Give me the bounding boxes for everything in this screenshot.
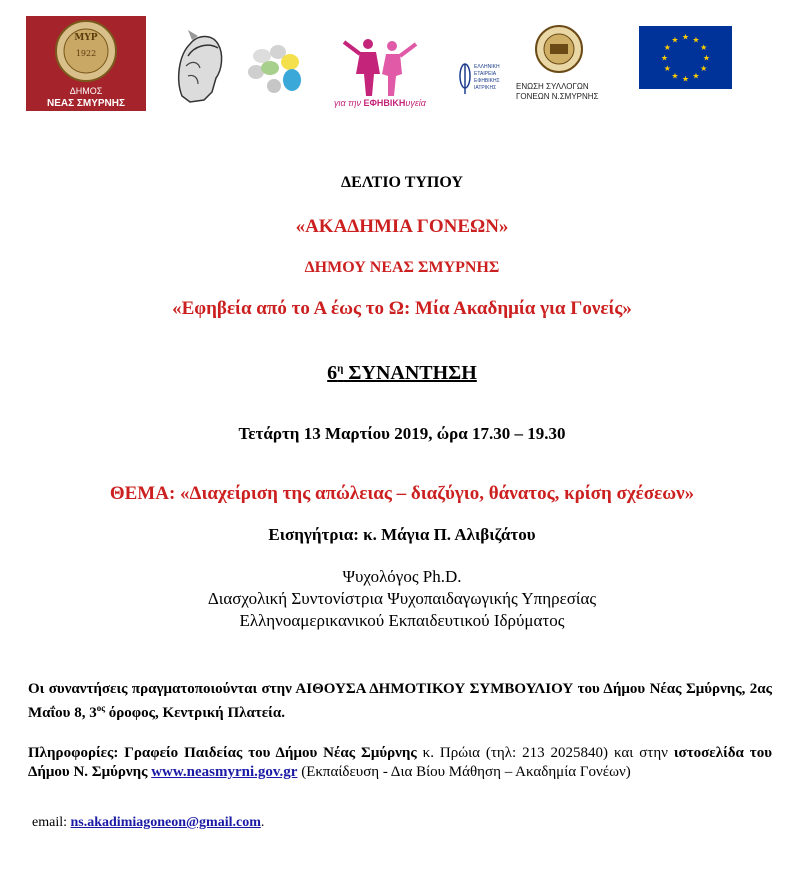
eu-star-icon: ★ <box>660 53 669 63</box>
website-link[interactable]: www.neasmyrni.gov.gr <box>151 764 298 780</box>
union-seal-icon <box>534 24 584 74</box>
meeting-heading: $6^\eta$ ΣΥΝΑΝΤΗΣΗ <box>327 362 477 384</box>
caduceus-icon <box>458 62 472 96</box>
municipality-title: ΔΗΜΟΥ ΝΕΑΣ ΣΜΥΡΝΗΣ <box>304 259 500 276</box>
series-subtitle: «Εφηβεία από το Α έως το Ω: Μία Ακαδημία για Γονείς» <box>172 298 632 319</box>
press-release-title: ΔΕΛΤΙΟ ΤΥΠΟΥ <box>341 174 463 191</box>
seal-top-text: ΜΥΡ <box>74 33 98 43</box>
speaker-credentials <box>0 566 804 632</box>
meeting-theme: ΘΕΜΑ: «Διαχείριση της απώλειας – διαζύγιο, θάνατος, κρίση σχέσεων» <box>109 483 695 504</box>
logo-line-1: ΔΗΜΟΣ <box>69 86 103 96</box>
speaker-line: Εισηγήτρια: κ. Μάγια Π. Αλιβιζάτου <box>268 525 536 544</box>
logo-row <box>0 14 804 114</box>
efiviki-caption: για την ΕΦΗΒΙΚΗυγεία <box>334 98 426 108</box>
dimos-seal-icon <box>26 16 146 111</box>
etaireia-efivikis-iatrikis-logo <box>458 62 510 108</box>
credential-line: Διασχολική Συντονίστρια Ψυχοπαιδαγωγικής Υπηρεσίας <box>207 589 597 608</box>
eu-star-icon: ★ <box>702 53 711 63</box>
logo-line-2: ΝΕΑΣ ΣΜΥΡΝΗΣ <box>46 98 126 109</box>
athena-head-logo <box>168 26 230 108</box>
eu-star-icon: ★ <box>663 43 671 52</box>
eu-star-icon: ★ <box>681 32 690 42</box>
eu-star-icon: ★ <box>671 71 679 81</box>
enosi-syllogon-goneon-logo <box>512 24 616 108</box>
eu-star-icon: ★ <box>663 64 671 73</box>
info-paragraph: Πληροφορίες: Γραφείο Παιδείας του Δήμου Νέας Σμύρνης κ. Πρώια (τηλ: 213 2025840) και στην ιστοσελίδα του Δήμου Ν. Σμύρνης www.neasmyrni.gov.gr (Εκπαίδευση - Δια Βίου Μάθηση – Ακαδημία Γονέων) <box>28 745 773 780</box>
efiviki-ygeia-logo <box>330 34 450 114</box>
eu-star-icon: ★ <box>671 35 679 45</box>
eu-flag-logo <box>639 26 732 89</box>
flower-icon <box>246 42 308 110</box>
seal-year: 1922 <box>75 49 97 58</box>
credential-line: Ψυχολόγος Ph.D. <box>342 567 462 586</box>
eu-star-icon: ★ <box>700 43 708 52</box>
venue-paragraph: Οι συναντήσεις πραγματοποιούνται στην ΑΙΘΟΥΣΑ ΔΗΜΟΤΙΚΟΥ ΣΥΜΒΟΥΛΙΟΥ του Δήμου Νέας Σμύρνης, 2ας Μαΐου 8, $3^{o\varsigma}$ όροφος, Κεντρική Πλατεία. <box>28 681 772 721</box>
eu-stars-icon <box>639 26 732 89</box>
eu-star-icon: ★ <box>700 64 708 73</box>
enosi-caption: ΕΝΩΣΗ ΣΥΛΛΟΓΩΝ ΓΟΝΕΩΝ Ν.ΣΜΥΡΝΗΣ <box>516 82 599 101</box>
dancing-figures-icon <box>330 34 450 100</box>
meeting-datetime: Τετάρτη 13 Μαρτίου 2019, ώρα 17.30 – 19.30 <box>238 424 566 443</box>
flower-petals-logo <box>246 42 308 110</box>
dimos-nea-smyrni-logo <box>26 16 146 111</box>
eu-star-icon: ★ <box>681 74 690 84</box>
academy-title: «ΑΚΑΔΗΜΙΑ ΓΟΝΕΩΝ» <box>295 216 509 237</box>
email-link[interactable]: ns.akadimiagoneon@gmail.com <box>70 815 261 830</box>
athena-helmet-icon <box>168 26 230 108</box>
credential-line: Ελληνοαμερικανικού Εκπαιδευτικού Ιδρύματος <box>239 611 565 630</box>
email-line: email: ns.akadimiagoneon@gmail.com. <box>32 815 265 830</box>
etaireia-caption: ΕΛΛΗΝΙΚΗ ΕΤΑΙΡΕΙΑ ΕΦΗΒΙΚΗΣ ΙΑΤΡΙΚΗΣ <box>474 64 500 91</box>
eu-star-icon: ★ <box>692 35 700 45</box>
eu-star-icon: ★ <box>692 71 700 81</box>
